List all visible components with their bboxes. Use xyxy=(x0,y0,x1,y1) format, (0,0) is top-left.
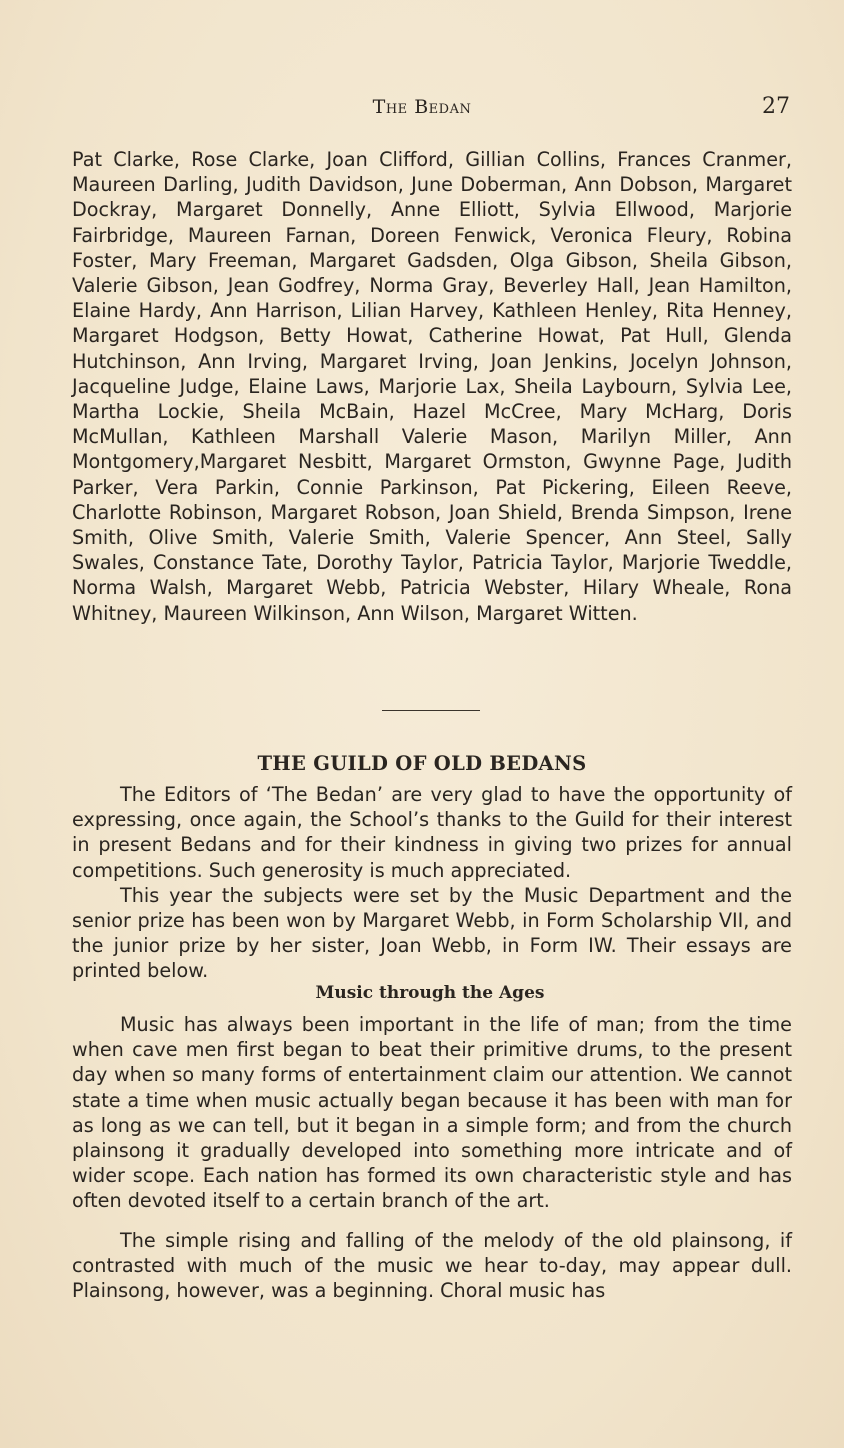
section-divider xyxy=(382,710,480,711)
essay-body xyxy=(72,1012,792,1303)
essay-paragraph: The simple rising and falling of the melody of the old plainsong, if contrasted with much of the music we hear to-day, may appear dull. Plainsong, however, was a beginning. Choral music has xyxy=(72,1228,792,1303)
page-number: 27 xyxy=(762,94,790,119)
running-head xyxy=(0,96,844,126)
running-title: The Bedan xyxy=(372,96,472,118)
guild-heading: THE GUILD OF OLD BEDANS xyxy=(257,752,587,775)
guild-paragraph: The Editors of ‘The Bedan’ are very glad to have the opportunity of expressing, once again, the School’s thanks to the Guild for their interest in present Bedans and for their kindness in giving two prizes for annual competitions. Such generosity is much appreciated. xyxy=(72,783,792,882)
guild-body xyxy=(72,782,792,984)
essay-heading: Music through the Ages xyxy=(315,983,545,1003)
essay-paragraph: Music has always been important in the life of man; from the time when cave men first began to beat their primitive drums, to the present day when so many forms of entertainment claim our attention. We cannot state a time when music actually began because it has been with man for as long as we can tell, but it began in a simple form; and from the church plainsong it gradually developed into something more intricate and of wider scope. Each nation has formed its own characteristic style and has often devoted itself to a certain branch of the art. xyxy=(72,1013,792,1213)
guild-paragraph: This year the subjects were set by the Music Department and the senior prize has been won by Margaret Webb, in Form Scholarship VII, and the junior prize by her sister, Joan Webb, in Form IW. Their essays are printed below. xyxy=(72,883,792,983)
names-paragraph: Pat Clarke, Rose Clarke, Joan Clifford, Gillian Collins, Frances Cranmer, Maureen Darling, Judith Davidson, June Doberman, Ann Dobson, Margaret Dockray, Margaret Donnelly, Anne Elliott, Sylvia Ellwood, Marjorie Fairbridge, Maureen Farnan, Doreen Fenwick, Veronica Fleury, Robina Foster, Mary Freeman, Margaret Gadsden, Olga Gibson, Sheila Gibson, Valerie Gibson, Jean Godfrey, Norma Gray, Beverley Hall, Jean Hamilton, Elaine Hardy, Ann Harrison, Lilian Harvey, Kathleen Henley, Rita Henney, Margaret Hodgson, Betty Howat, Catherine Howat, Pat Hull, Glenda Hutchinson, Ann Irving, Margaret Irving, Joan Jenkins, Jocelyn Johnson, Jacqueline Judge, Elaine Laws, Marjorie Lax, Sheila Laybourn, Sylvia Lee, Martha Lockie, Sheila McBain, Hazel McCree, Mary McHarg, Doris McMullan, Kathleen Marshall Valerie Mason, Marilyn Miller, Ann Montgomery,Margaret Nesbitt, Margaret Ormston, Gwynne Page, Judith Parker, Vera Parkin, Connie Parkinson, Pat Pickering, Eileen Reeve, Charlotte Robinson, Margaret Robson, Joan Shield, Brenda Simpson, Irene Smith, Olive Smith, Valerie Smith, Valerie Spencer, Ann Steel, Sally Swales, Constance Tate, Dorothy Taylor, Patricia Taylor, Marjorie Tweddle, Norma Walsh, Margaret Webb, Patricia Webster, Hilary Wheale, Rona Whitney, Maureen Wilkinson, Ann Wilson, Margaret Witten. xyxy=(72,148,792,625)
